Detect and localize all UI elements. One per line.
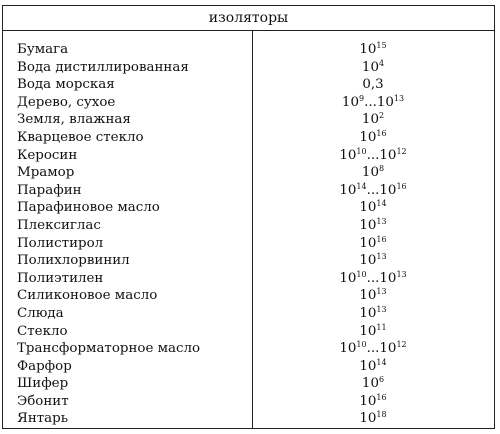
material-name: Бумага [17,42,69,57]
material-name: Полистирол [17,235,104,251]
table-row [3,235,494,253]
resistivity-value: $10^{16}$ [359,128,387,145]
table-row [3,182,494,200]
table-row [3,340,494,358]
table-row [3,217,494,235]
resistivity-value: 0,3 [362,77,384,93]
material-name: Плексиглас [17,217,101,233]
material-name: Парафин [17,182,82,198]
resistivity-value: $10^{16}$ [359,234,387,251]
resistivity-value: $10^{18}$ [359,410,387,427]
material-name: Слюда [17,305,64,321]
table-row [3,375,494,393]
material-name: Керосин [17,147,78,163]
resistivity-value: $10^{10}...10^{12}$ [339,146,407,163]
table-row [3,323,494,341]
resistivity-value: $10^{15}$ [359,41,387,57]
insulators-table [2,5,495,429]
table-row [3,164,494,182]
table-row [3,111,494,129]
material-name: Полихлорвинил [17,253,130,269]
table-row [3,41,494,59]
material-name: Мрамор [17,165,75,181]
material-name: Вода дистиллированная [17,59,189,75]
material-name: Полиэтилен [17,270,104,286]
table-row [3,59,494,77]
resistivity-value: $10^8$ [361,164,385,181]
resistivity-value: $10^6$ [361,375,385,392]
material-name: Земля, влажная [17,112,131,128]
table-row [3,358,494,376]
resistivity-value: $10^{14}$ [359,199,387,216]
resistivity-value: $10^{16}$ [359,392,387,409]
material-name: Фарфор [17,358,72,374]
resistivity-value: $10^{13}$ [359,252,387,269]
table-row [3,76,494,94]
resistivity-value: $10^{13}$ [359,304,387,321]
material-name: Шифер [17,376,69,392]
table-row [3,147,494,165]
material-name: Парафиновое масло [17,200,160,216]
material-name: Дерево, сухое [17,94,116,110]
material-name: Янтарь [17,411,68,427]
resistivity-value: $10^{14}...10^{16}$ [339,181,407,198]
table-row [3,287,494,305]
table-row [3,252,494,270]
table-row [3,199,494,217]
table-row [3,270,494,288]
resistivity-value: $10^{11}$ [359,322,387,339]
material-name: Трансформаторное масло [17,341,201,357]
table-row [3,393,494,411]
material-name: Эбонит [17,393,69,409]
resistivity-value: $10^{13}$ [359,287,387,304]
resistivity-value: $10^2$ [361,111,385,128]
table-body [3,41,494,428]
table-header: изоляторы [3,6,494,31]
resistivity-value: $10^9...10^{13}$ [341,93,405,110]
table-row [3,129,494,147]
material-name: Вода морская [17,77,115,93]
resistivity-value: $10^{10}...10^{13}$ [339,269,407,286]
resistivity-value: $10^{10}...10^{12}$ [339,340,407,357]
table-row [3,410,494,428]
table-row [3,305,494,323]
resistivity-value: $10^{13}$ [359,216,387,233]
material-name: Кварцевое стекло [17,129,144,145]
material-name: Силиконовое масло [17,288,158,304]
resistivity-value: $10^{14}$ [359,357,387,374]
material-name: Стекло [17,323,68,339]
table-row [3,94,494,112]
resistivity-value: $10^4$ [361,58,385,75]
